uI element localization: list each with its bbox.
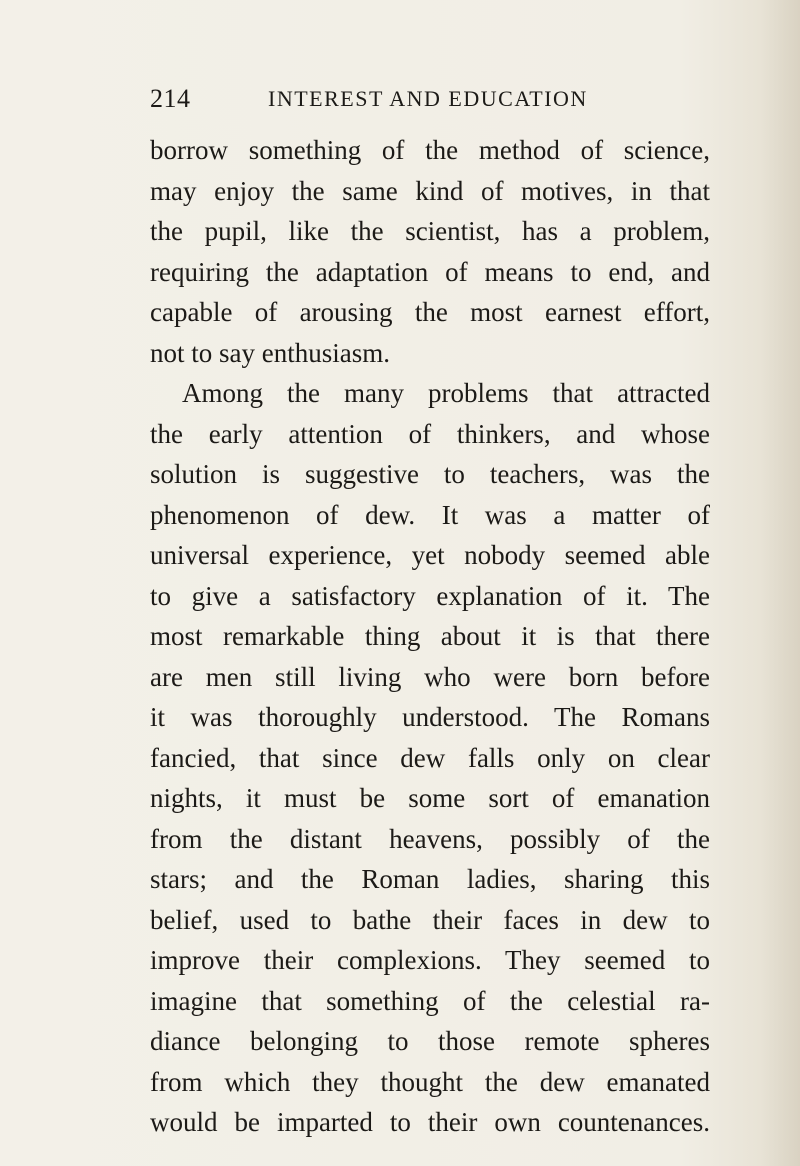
text-line: nights, it must be some sort of emanation — [150, 783, 710, 813]
text-line: stars; and the Roman ladies, sharing this — [150, 864, 710, 894]
text-line: universal experience, yet nobody seemed able — [150, 540, 710, 570]
text-line: imagine that something of the celestial ra- — [150, 985, 710, 1016]
text-line: may enjoy the same kind of motives, in that — [150, 175, 710, 206]
paragraph-2 — [150, 373, 710, 1143]
text-line: from which they thought the dew emanated — [150, 1066, 710, 1097]
text-line: to give a satisfactory explanation of it. The — [150, 580, 710, 611]
text-line: from the distant heavens, possibly of the — [150, 823, 710, 854]
text-line: improve their complexions. They seemed to — [150, 945, 710, 975]
text-line: phenomenon of dew. It was a matter of — [150, 499, 710, 530]
text-line: most remarkable thing about it is that there — [150, 621, 710, 651]
text-line: fancied, that since dew falls only on clear — [150, 742, 710, 773]
text-line: capable of arousing the most earnest effort, — [150, 297, 710, 327]
text-line: solution is suggestive to teachers, was the — [150, 459, 710, 489]
text-line: diance belonging to those remote spheres — [150, 1026, 710, 1056]
body-text — [150, 130, 710, 1143]
page-number: 214 — [150, 84, 191, 113]
text-line: Among the many problems that attracted — [182, 378, 710, 408]
text-line: not to say enthusiasm. — [150, 337, 390, 368]
text-line: belief, used to bathe their faces in dew to — [150, 904, 710, 935]
text-line: the pupil, like the scientist, has a problem, — [150, 216, 710, 246]
text-line: borrow something of the method of science, — [150, 135, 710, 165]
text-line: it was thoroughly understood. The Romans — [150, 702, 710, 732]
page-header — [150, 84, 720, 116]
running-head: INTEREST AND EDUCATION — [268, 86, 588, 111]
text-line: requiring the adaptation of means to end, and — [150, 256, 710, 287]
text-line: the early attention of thinkers, and whose — [150, 418, 710, 449]
paragraph-1 — [150, 130, 710, 373]
text-line: are men still living who were born before — [150, 661, 710, 692]
text-line: would be imparted to their own countenances. — [150, 1107, 710, 1137]
